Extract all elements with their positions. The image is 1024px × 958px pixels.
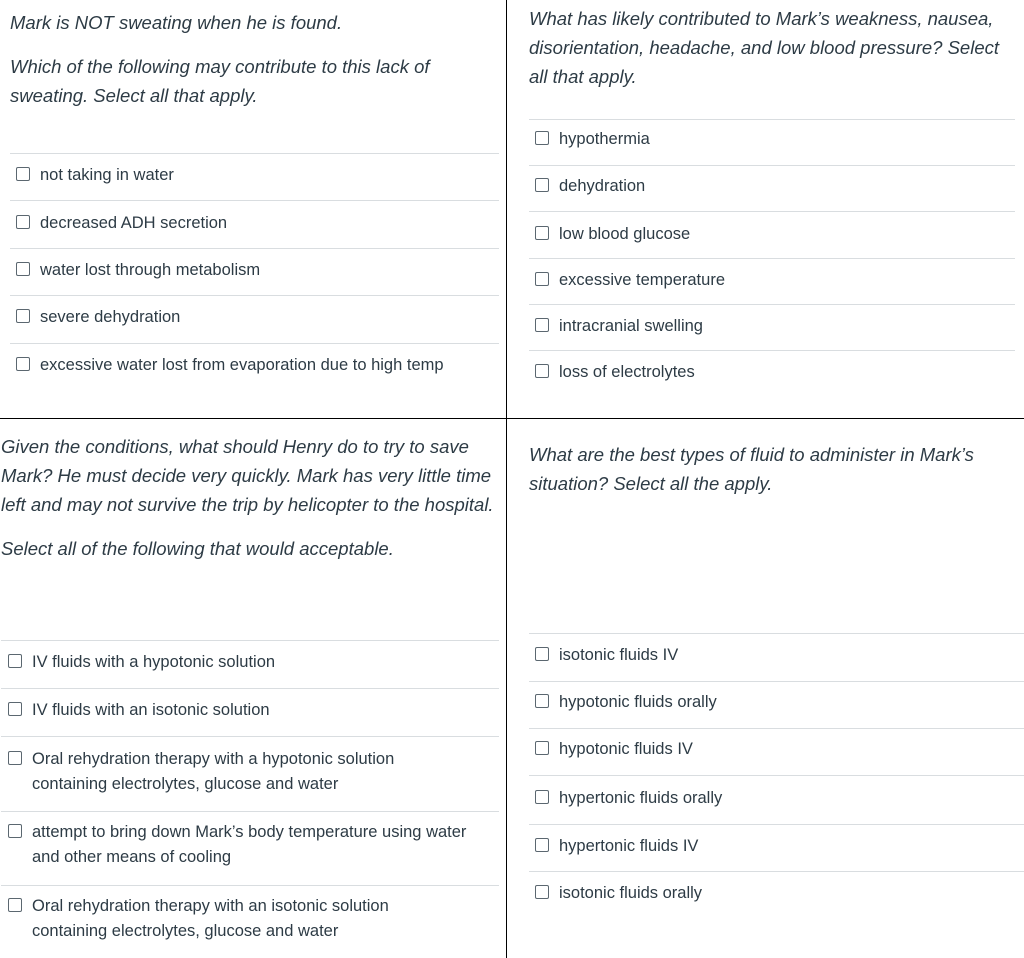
checkbox[interactable]: [16, 215, 30, 229]
q4-option[interactable]: [529, 871, 1024, 921]
checkbox[interactable]: [535, 694, 549, 708]
option-label: Oral rehydration therapy with an isotonic solution containing electrolytes, glucose and water: [32, 897, 389, 940]
checkbox[interactable]: [8, 702, 22, 716]
option-label: dehydration: [559, 177, 646, 195]
question-3-line-2: Select all of the following that would acceptable.: [1, 538, 394, 559]
checkbox[interactable]: [535, 226, 549, 240]
q2-option[interactable]: [529, 211, 1015, 259]
question-2-text: What has likely contributed to Mark’s weakness, nausea, disorientation, headache, and low blood pressure? Select all that apply.: [529, 8, 1000, 87]
q1-option[interactable]: [10, 343, 499, 393]
option-label: intracranial swelling: [559, 317, 703, 335]
q2-option[interactable]: [529, 350, 1015, 400]
q2-option[interactable]: [529, 304, 1015, 351]
q1-option[interactable]: [10, 248, 499, 295]
option-label: excessive temperature: [559, 271, 725, 289]
question-1-prompt: [10, 8, 480, 110]
q2-option[interactable]: [529, 165, 1015, 212]
q4-option[interactable]: [529, 775, 1024, 825]
option-label: severe dehydration: [40, 308, 181, 326]
option-label: IV fluids with a hypotonic solution: [32, 653, 276, 671]
option-label: hypertonic fluids IV: [559, 837, 699, 855]
checkbox[interactable]: [535, 318, 549, 332]
checkbox[interactable]: [535, 272, 549, 286]
option-label: loss of electrolytes: [559, 363, 695, 381]
option-label: isotonic fluids orally: [559, 884, 703, 902]
q2-option[interactable]: [529, 258, 1015, 305]
option-label: hypothermia: [559, 130, 650, 148]
q3-option[interactable]: [1, 688, 499, 736]
q1-option[interactable]: [10, 153, 499, 201]
q1-option[interactable]: [10, 200, 499, 248]
option-label: hypotonic fluids orally: [559, 693, 717, 711]
question-1-line-2: Which of the following may contribute to this lack of sweating. Select all that apply.: [10, 56, 430, 106]
checkbox[interactable]: [8, 654, 22, 668]
q3-option[interactable]: [1, 736, 499, 811]
checkbox[interactable]: [535, 131, 549, 145]
checkbox[interactable]: [535, 647, 549, 661]
checkbox[interactable]: [8, 898, 22, 912]
q4-option[interactable]: [529, 633, 1024, 681]
question-2-prompt: [529, 4, 1017, 91]
option-label: attempt to bring down Mark’s body temperature using water and other means of cooling: [32, 823, 467, 866]
vertical-divider: [506, 0, 507, 958]
q4-option[interactable]: [529, 681, 1024, 729]
question-3-prompt: [1, 432, 501, 563]
checkbox[interactable]: [535, 790, 549, 804]
checkbox[interactable]: [535, 885, 549, 899]
option-label: decreased ADH secretion: [40, 214, 228, 232]
option-label: not taking in water: [40, 166, 174, 184]
checkbox[interactable]: [16, 309, 30, 323]
option-label: isotonic fluids IV: [559, 646, 679, 664]
option-label: IV fluids with an isotonic solution: [32, 701, 270, 719]
checkbox[interactable]: [16, 262, 30, 276]
question-3-line-1: Given the conditions, what should Henry do to try to save Mark? He must decide very quickly. Mark has very little time left and may not survive the trip by helicopter to the hospital.: [1, 436, 494, 515]
option-label: hypotonic fluids IV: [559, 740, 693, 758]
q2-option[interactable]: [529, 119, 1015, 166]
option-label: low blood glucose: [559, 225, 691, 243]
checkbox[interactable]: [8, 824, 22, 838]
option-label: Oral rehydration therapy with a hypotonic solution containing electrolytes, glucose and water: [32, 750, 395, 793]
q3-option[interactable]: [1, 640, 499, 688]
q4-option[interactable]: [529, 728, 1024, 776]
checkbox[interactable]: [535, 838, 549, 852]
q3-option[interactable]: [1, 885, 499, 958]
question-4-text: What are the best types of fluid to administer in Mark’s situation? Select all the apply.: [529, 444, 974, 494]
checkbox[interactable]: [535, 741, 549, 755]
question-1-line-1: Mark is NOT sweating when he is found.: [10, 12, 343, 33]
q3-option[interactable]: [1, 811, 499, 885]
checkbox[interactable]: [535, 178, 549, 192]
option-label: water lost through metabolism: [40, 261, 261, 279]
option-label: excessive water lost from evaporation due to high temp: [40, 356, 444, 374]
checkbox[interactable]: [535, 364, 549, 378]
checkbox[interactable]: [8, 751, 22, 765]
checkbox[interactable]: [16, 167, 30, 181]
question-4-prompt: [529, 440, 1009, 498]
checkbox[interactable]: [16, 357, 30, 371]
option-label: hypertonic fluids orally: [559, 789, 723, 807]
horizontal-divider: [0, 418, 1024, 419]
q4-option[interactable]: [529, 824, 1024, 872]
q1-option[interactable]: [10, 295, 499, 343]
